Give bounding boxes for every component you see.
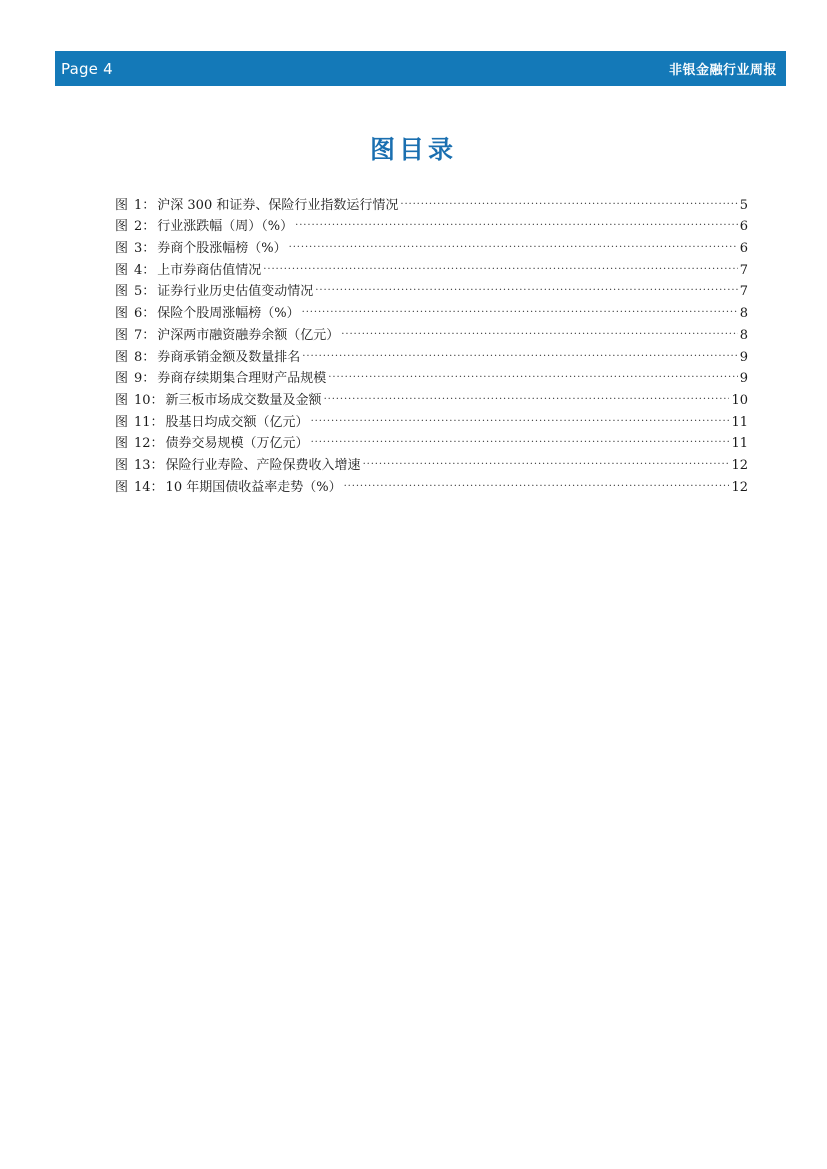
toc-entry-title: 上市券商估值情况 (157, 262, 262, 278)
toc-entry-label (115, 412, 309, 434)
toc-dot-leader (295, 209, 738, 231)
toc-entry-number: 14： (134, 479, 164, 495)
toc-entry-page: 8 (739, 306, 748, 322)
toc-entry-page: 5 (739, 197, 748, 213)
toc-entry-label (115, 368, 326, 390)
toc-entry-prefix: 图 (115, 327, 129, 343)
toc-entry-prefix: 图 (115, 284, 129, 300)
toc-entry-number: 5： (134, 284, 156, 300)
toc-entry-title: 保险行业寿险、产险保费收入增速 (165, 457, 361, 473)
toc-dot-leader (328, 361, 737, 383)
toc-entry-page: 6 (739, 241, 748, 257)
toc-entry-label (115, 303, 300, 325)
toc-dot-leader (302, 295, 738, 317)
page-number-label: Page 4 (61, 59, 113, 78)
toc-entry-number: 10： (134, 392, 164, 408)
toc-entry-title: 沪深 300 和证券、保险行业指数运行情况 (157, 197, 399, 213)
toc-dot-leader (311, 404, 730, 426)
toc-entry-title: 证券行业历史估值变动情况 (157, 284, 314, 300)
toc-entry-label (115, 260, 261, 282)
toc-entry-title: 沪深两市融资融券余额（亿元） (157, 327, 340, 343)
toc-entry-title: 行业涨跌幅（周）（%） (157, 219, 294, 235)
toc-entry-prefix: 图 (115, 241, 129, 257)
toc-entry-page: 10 (731, 392, 748, 408)
figure-toc-heading: 图目录 (369, 135, 457, 164)
toc-dot-leader (344, 469, 730, 491)
toc-entry-label (115, 433, 309, 455)
toc-entry-title: 券商个股涨幅榜（%） (157, 241, 287, 257)
toc-entry-page: 6 (739, 219, 748, 235)
toc-dot-leader (263, 252, 737, 274)
toc-entry-title: 债券交易规模（万亿元） (165, 436, 309, 452)
toc-entry-number: 3： (134, 241, 156, 257)
toc-entry-prefix: 图 (115, 371, 129, 387)
toc-entry-number: 9： (134, 371, 156, 387)
toc-entry-title: 保险个股周涨幅榜（%） (157, 306, 300, 322)
toc-entry-title: 券商存续期集合理财产品规模 (157, 371, 327, 387)
toc-entry-label (115, 238, 287, 260)
toc-dot-leader (315, 274, 737, 296)
toc-dot-leader (311, 426, 730, 448)
toc-entry-page: 11 (731, 414, 748, 430)
toc-entry-prefix: 图 (115, 197, 129, 213)
toc-entry-title: 10 年期国债收益率走势（%） (165, 479, 342, 495)
toc-dot-leader (341, 317, 737, 339)
toc-entry-page: 7 (739, 262, 748, 278)
toc-entry-page: 8 (739, 327, 748, 343)
toc-entry-prefix: 图 (115, 436, 129, 452)
toc-dot-leader (302, 339, 737, 361)
toc-entry-title: 新三板市场成交数量及金额 (165, 392, 322, 408)
toc-entry-label (115, 455, 361, 477)
toc-entry-page: 9 (739, 349, 748, 365)
toc-dot-leader (289, 230, 738, 252)
toc-entry-number: 13： (134, 457, 164, 473)
toc-entry-label (115, 477, 342, 499)
toc-entry-prefix: 图 (115, 349, 129, 365)
toc-entry-number: 11： (134, 414, 164, 430)
toc-entry-title: 券商承销金额及数量排名 (157, 349, 301, 365)
toc-entry-number: 1： (134, 197, 156, 213)
toc-entry-prefix: 图 (115, 414, 129, 430)
toc-entry-number: 4： (134, 262, 156, 278)
toc-entry-number: 7： (134, 327, 156, 343)
toc-entry-number: 6： (134, 306, 156, 322)
toc-entry-number: 2： (134, 219, 156, 235)
toc-entry-title: 股基日均成交额（亿元） (165, 414, 309, 430)
toc-entry-prefix: 图 (115, 306, 129, 322)
toc-dot-leader (324, 382, 730, 404)
toc-entry-page: 11 (731, 436, 748, 452)
toc-dot-leader (363, 447, 730, 469)
toc-entry-prefix: 图 (115, 219, 129, 235)
toc-dot-leader (400, 187, 737, 209)
toc-entry-prefix: 图 (115, 392, 129, 408)
toc-entry-page: 9 (739, 371, 748, 387)
toc-entry-label (115, 390, 322, 412)
toc-entry-page: 7 (739, 284, 748, 300)
toc-entry-label (115, 216, 293, 238)
toc-entry-label (115, 281, 313, 303)
page-header-bar (55, 51, 786, 86)
toc-entry-prefix: 图 (115, 457, 129, 473)
toc-entry-prefix: 图 (115, 479, 129, 495)
toc-entry[interactable] (115, 187, 748, 213)
report-title: 非银金融行业周报 (668, 63, 777, 78)
toc-entry-number: 12： (134, 436, 164, 452)
figure-toc-list (115, 187, 748, 495)
toc-entry-label (115, 347, 300, 369)
toc-entry-page: 12 (731, 457, 748, 473)
toc-entry-prefix: 图 (115, 262, 129, 278)
toc-entry-page: 12 (731, 479, 748, 495)
toc-entry-number: 8： (134, 349, 156, 365)
